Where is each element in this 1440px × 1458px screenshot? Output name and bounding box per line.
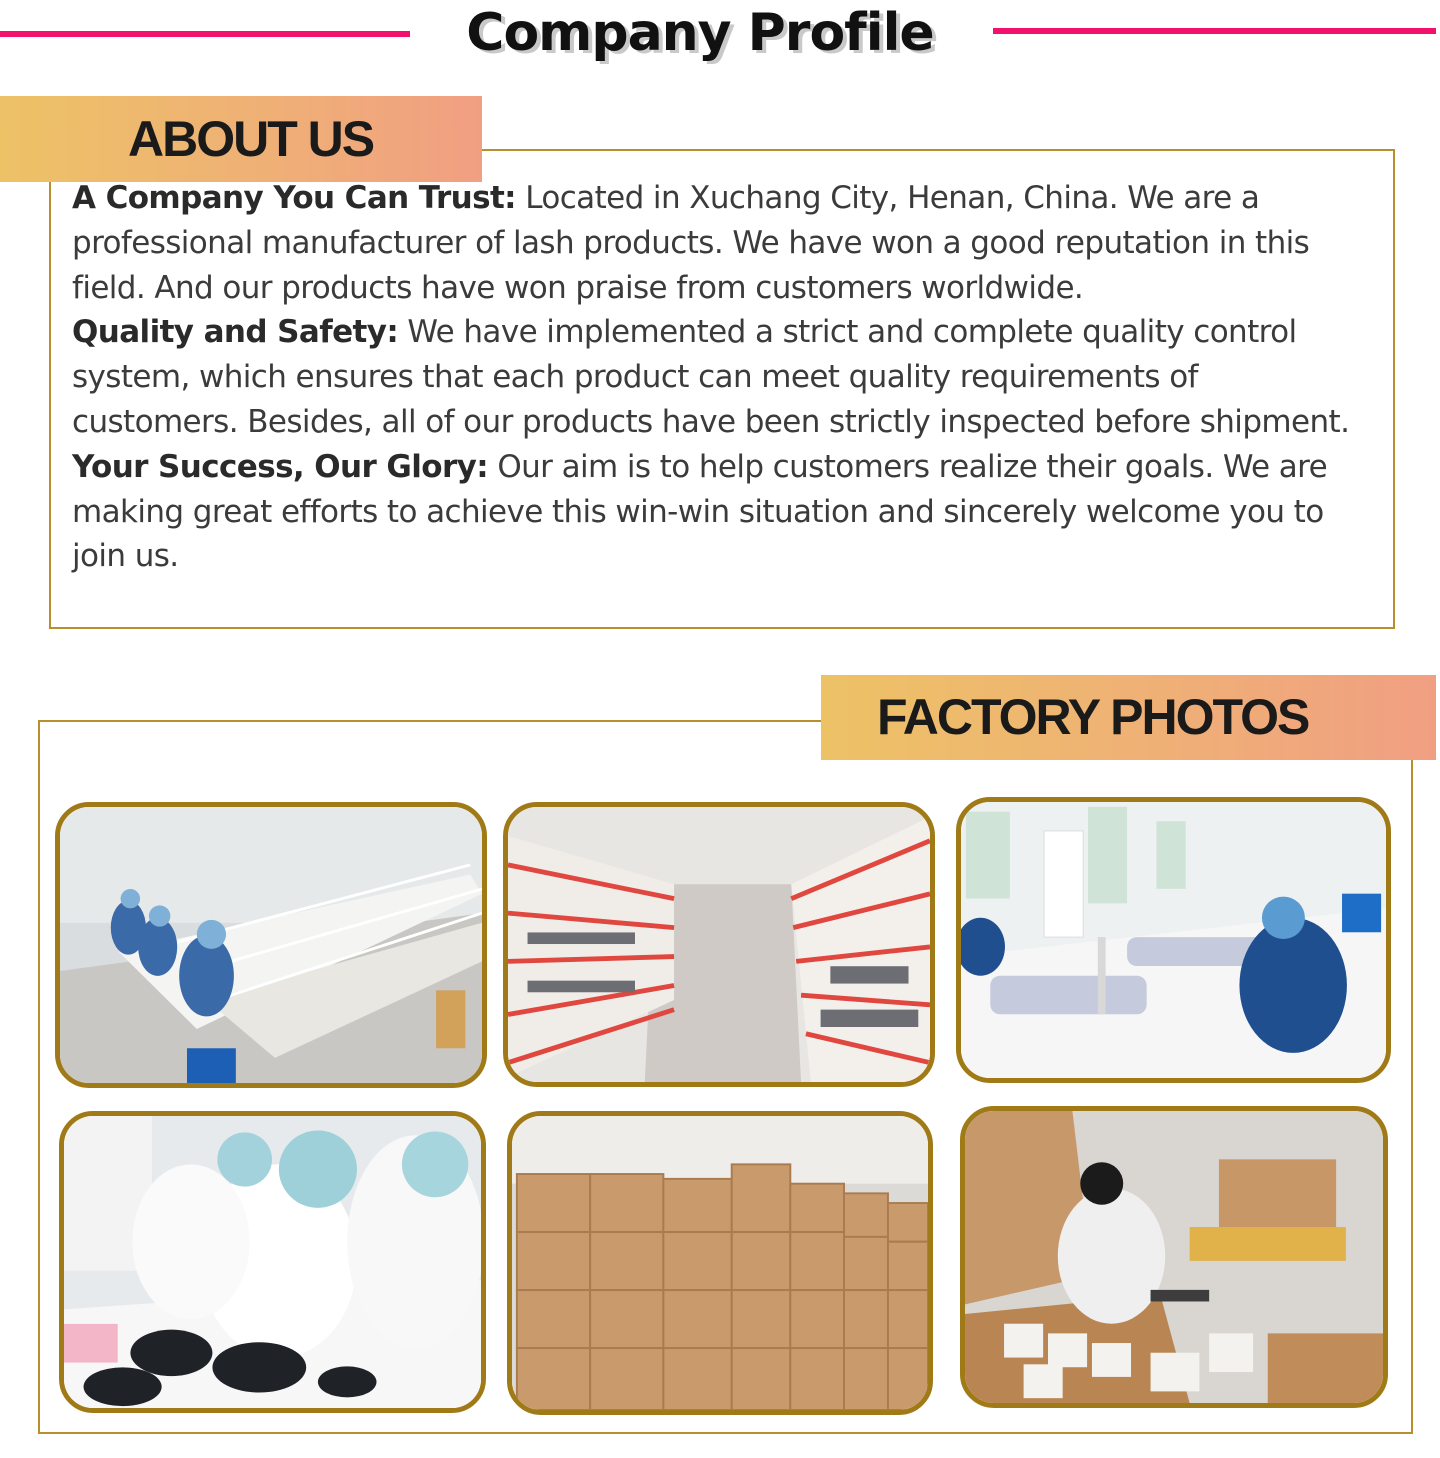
about-us-tab <box>0 96 482 182</box>
about-paragraph-trust <box>72 176 1372 310</box>
factory-photo-boxes <box>507 1111 933 1415</box>
paragraph-body: Our aim is to help customers realize their goals. We are making great efforts to achieve this win-win situation and sincerely welcome you to join us. <box>72 448 1328 575</box>
about-paragraph-quality <box>72 310 1372 444</box>
header-divider-left <box>0 31 410 37</box>
factory-photo-packing-room <box>956 797 1391 1083</box>
workshop-illustration <box>60 807 482 1083</box>
factory-photo-lash-assembly <box>59 1111 486 1413</box>
factory-photo-workshop <box>55 802 487 1088</box>
paragraph-body: We have implemented a strict and complete quality control system, which ensures that each product can meet quality requirements of customers. Besides, all of our products have been strictly inspected before shipment. <box>72 314 1350 440</box>
page-title: Company Profile <box>466 3 934 63</box>
paragraph-lead: Your Success, Our Glory: <box>72 448 489 485</box>
about-us-text <box>72 176 1372 579</box>
packing-room-illustration <box>961 802 1386 1078</box>
paragraph-lead: Quality and Safety: <box>72 314 399 351</box>
about-paragraph-success <box>72 445 1372 579</box>
factory-photos-heading: FACTORY PHOTOS <box>877 689 1309 745</box>
lash-assembly-illustration <box>64 1116 481 1408</box>
header-divider-right <box>993 28 1436 34</box>
factory-photos-tab <box>821 675 1436 760</box>
shelves-illustration <box>508 807 930 1082</box>
paragraph-lead: A Company You Can Trust: <box>72 180 516 216</box>
paragraph-body: Located in Xuchang City, Henan, China. We are a professional manufacturer of lash products. We have won a good reputation in this field. And our products have won praise from customers worldwide. <box>72 180 1310 306</box>
factory-photo-shelves <box>503 802 935 1087</box>
about-us-heading: ABOUT US <box>128 111 374 167</box>
factory-photo-packing <box>960 1106 1388 1408</box>
packing-illustration <box>965 1111 1383 1403</box>
boxes-illustration <box>512 1116 928 1410</box>
